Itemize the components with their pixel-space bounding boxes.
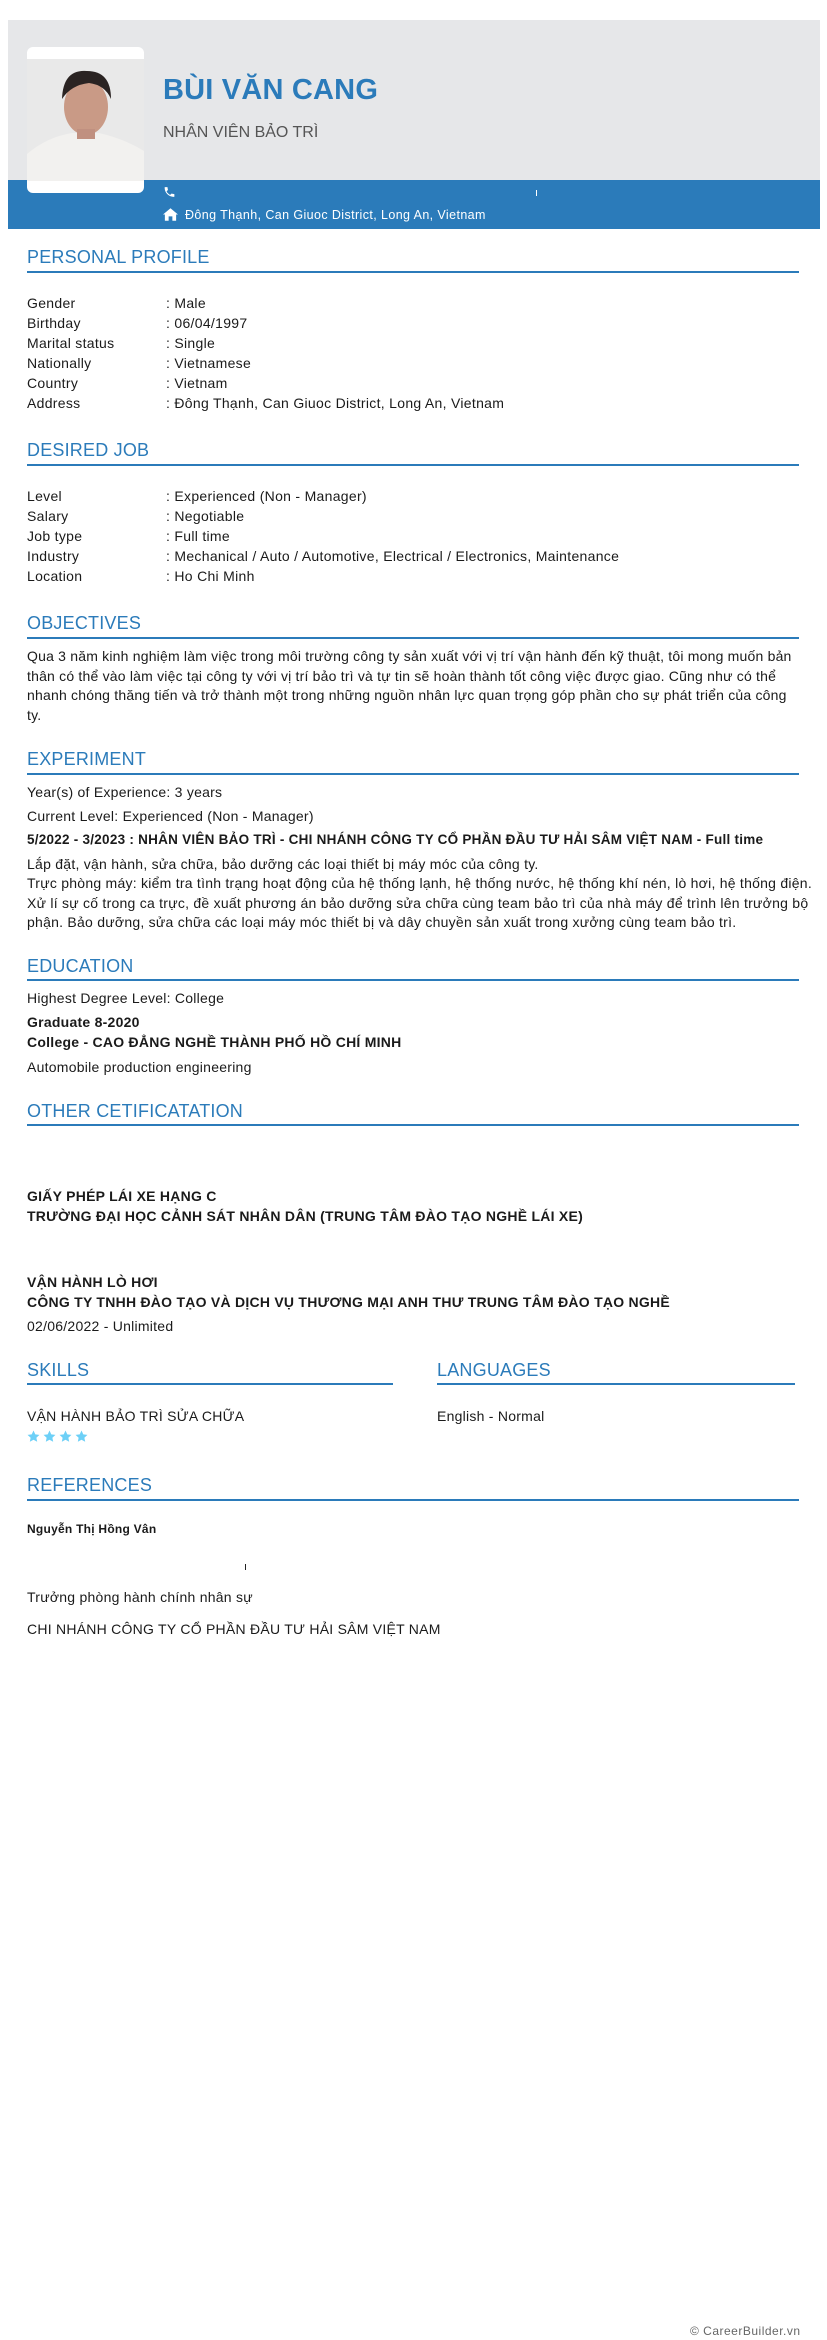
section-divider xyxy=(27,1499,799,1501)
years-of-experience: Year(s) of Experience: 3 years xyxy=(27,784,223,800)
info-label: Location xyxy=(27,568,83,584)
job-description-line: Lắp đặt, vận hành, sửa chữa, bảo dưỡng các loại thiết bị máy móc của công ty. xyxy=(27,856,539,872)
info-row xyxy=(27,295,206,311)
objectives-text: Qua 3 năm kinh nghiệm làm việc trong môi trường công ty sản xuất với vị trí vận hành đến kỹ thuật, tôi mong muốn bản thân có thể vào làm việc tại công ty với vị trí bảo trì và tự tin sẽ hoàn thành tốt công việc được giao. Cũng như có thể nhanh chóng thăng tiến và trở thành một trong những nguồn nhân lực quan trọng góp phần cho sự phát triển của công ty. xyxy=(27,648,792,723)
info-value: : Vietnam xyxy=(166,375,228,391)
job-heading: 5/2022 - 3/2023 : NHÂN VIÊN BẢO TRÌ - CHI NHÁNH CÔNG TY CỔ PHẦN ĐẦU TƯ HẢI SÂM VIỆT NAM - Full time xyxy=(27,832,764,847)
info-value: : Full time xyxy=(166,528,230,544)
star-icon xyxy=(27,1430,40,1448)
phone-icon xyxy=(163,185,176,204)
info-label: Nationally xyxy=(27,355,92,371)
reference-name: Nguyễn Thị Hồng Vân xyxy=(27,1522,157,1536)
info-row xyxy=(27,355,251,371)
info-row xyxy=(27,395,504,411)
info-row xyxy=(27,375,228,391)
star-icon xyxy=(75,1430,88,1448)
skill-name: VẬN HÀNH BẢO TRÌ SỬA CHỮA xyxy=(27,1408,245,1424)
avatar xyxy=(27,47,144,193)
reference-company: CHI NHÁNH CÔNG TY CỔ PHẦN ĐẦU TƯ HẢI SÂM VIỆT NAM xyxy=(27,1621,441,1637)
candidate-name: BÙI VĂN CANG xyxy=(163,74,379,106)
certification-name: GIẤY PHÉP LÁI XE HẠNG C xyxy=(27,1188,217,1204)
current-level: Current Level: Experienced (Non - Manager) xyxy=(27,808,314,824)
certification-name: VẬN HÀNH LÒ HƠI xyxy=(27,1274,158,1290)
section-divider xyxy=(27,464,799,466)
section-title-references: REFERENCES xyxy=(27,1475,153,1495)
section-title-personal-profile: PERSONAL PROFILE xyxy=(27,247,210,267)
info-value: : 06/04/1997 xyxy=(166,315,248,331)
info-row xyxy=(27,528,230,544)
info-row xyxy=(27,488,367,504)
section-divider xyxy=(27,1124,799,1126)
job-description-line: phận. Bảo dưỡng, sửa chữa các loại máy móc thiết bị và dây chuyền sản xuất trong xưởng cùng team bảo trì. xyxy=(27,914,737,930)
section-title-objectives: OBJECTIVES xyxy=(27,613,142,633)
home-icon xyxy=(163,208,178,226)
section-divider xyxy=(27,979,799,981)
section-divider xyxy=(27,271,799,273)
info-value: : Mechanical / Auto / Automotive, Electrical / Electronics, Maintenance xyxy=(166,548,620,564)
skill-rating xyxy=(27,1430,91,1448)
info-label: Address xyxy=(27,395,81,411)
section-title-skills: SKILLS xyxy=(27,1360,90,1380)
section-title-desired-job: DESIRED JOB xyxy=(27,440,150,460)
candidate-job-title: NHÂN VIÊN BẢO TRÌ xyxy=(163,124,319,141)
info-label: Industry xyxy=(27,548,80,564)
certification-date: 02/06/2022 - Unlimited xyxy=(27,1318,174,1334)
section-divider xyxy=(27,773,799,775)
avatar-photo xyxy=(27,59,144,181)
info-value: : Ho Chi Minh xyxy=(166,568,255,584)
footer-copyright: © CareerBuilder.vn xyxy=(690,2324,801,2338)
info-label: Marital status xyxy=(27,335,115,351)
info-value: : Male xyxy=(166,295,206,311)
info-value: : Vietnamese xyxy=(166,355,252,371)
info-row xyxy=(27,335,215,351)
job-description-line: Trực phòng máy: kiểm tra tình trạng hoạt động của hệ thống lạnh, hệ thống nước, hệ thống khí nén, lò hơi, hệ thống điện. xyxy=(27,875,812,891)
info-row xyxy=(27,568,255,584)
highest-degree: Highest Degree Level: College xyxy=(27,990,225,1006)
info-label: Country xyxy=(27,375,79,391)
info-label: Birthday xyxy=(27,315,81,331)
section-title-education: EDUCATION xyxy=(27,956,134,976)
certification-issuer: CÔNG TY TNHH ĐÀO TẠO VÀ DỊCH VỤ THƯƠNG MẠI ANH THƯ TRUNG TÂM ĐÀO TẠO NGHỀ xyxy=(27,1294,670,1310)
language-item: English - Normal xyxy=(437,1408,545,1424)
star-icon xyxy=(59,1430,72,1448)
info-row xyxy=(27,315,247,331)
divider xyxy=(536,190,537,196)
info-label: Gender xyxy=(27,295,76,311)
info-value: : Single xyxy=(166,335,216,351)
info-row xyxy=(27,548,619,564)
info-label: Job type xyxy=(27,528,83,544)
job-description-line: Xử lí sự cố trong ca trực, đề xuất phương án bảo dưỡng sửa chữa cùng team bảo trì của nhà máy để trình lên trưởng bộ xyxy=(27,895,809,911)
reference-position: Trưởng phòng hành chính nhân sự xyxy=(27,1589,253,1605)
info-value: : Đông Thạnh, Can Giuoc District, Long An, Vietnam xyxy=(166,395,505,411)
section-title-languages: LANGUAGES xyxy=(437,1360,551,1380)
section-divider xyxy=(27,1383,393,1385)
section-divider xyxy=(27,637,799,639)
graduate-date: Graduate 8-2020 xyxy=(27,1014,140,1030)
info-value: : Negotiable xyxy=(166,508,245,524)
major: Automobile production engineering xyxy=(27,1059,252,1075)
info-label: Level xyxy=(27,488,62,504)
divider xyxy=(245,1564,246,1570)
info-value: : Experienced (Non - Manager) xyxy=(166,488,367,504)
star-icon xyxy=(43,1430,56,1448)
info-row xyxy=(27,508,244,524)
section-title-experiment: EXPERIMENT xyxy=(27,749,147,769)
contact-address: Đông Thạnh, Can Giuoc District, Long An, Vietnam xyxy=(185,208,486,222)
certification-issuer: TRƯỜNG ĐẠI HỌC CẢNH SÁT NHÂN DÂN (TRUNG TÂM ĐÀO TẠO NGHỀ LÁI XE) xyxy=(27,1208,583,1224)
info-label: Salary xyxy=(27,508,69,524)
section-divider xyxy=(437,1383,795,1385)
section-title-certifications: OTHER CETIFICATATION xyxy=(27,1101,243,1121)
school-name: College - CAO ĐẲNG NGHỀ THÀNH PHỐ HỒ CHÍ MINH xyxy=(27,1034,402,1050)
